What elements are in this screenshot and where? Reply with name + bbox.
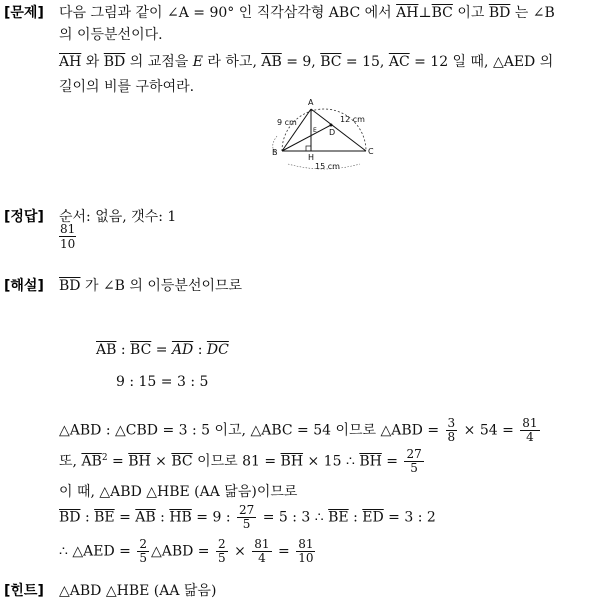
text: : [155, 509, 170, 526]
explanation-tag: [해설] [4, 278, 44, 294]
numerator: 81 [254, 537, 270, 551]
ratio-values: 9 : 15 = 3 : 5 [116, 374, 209, 390]
problem-line-2: 의 이등분선이다. [59, 27, 163, 43]
text: ∴ △AED = [59, 543, 136, 560]
segment-bh: $\overline{BH}$ [128, 453, 151, 470]
ratio-line [96, 342, 229, 358]
denominator: 8 [447, 430, 456, 444]
segment-bd: $\overline{BD}$ [103, 54, 126, 70]
hint-text: △ABD △HBE (AA 닮음) [59, 583, 217, 599]
text: 다음 그림과 같이 ∠A = 90° 인 직각삼각형 ABC 에서 [59, 5, 397, 21]
text: : [348, 509, 363, 526]
segment-ab: $\overline{AB}$ [81, 453, 102, 470]
answer-fraction [59, 222, 76, 251]
answer-denominator: 10 [60, 237, 76, 251]
segment-bd: $\overline{BD}$ [59, 278, 81, 294]
text: = 15, [341, 54, 389, 70]
segment-bh: $\overline{BH}$ [280, 453, 304, 470]
text: 또, [59, 453, 82, 470]
fraction-3-8 [446, 417, 458, 444]
fraction-81-4 [252, 538, 271, 565]
text: : [80, 509, 95, 526]
explanation-line-6 [59, 504, 436, 531]
segment-dc: $\overline{DC}$ [206, 342, 229, 358]
text: △ABD : △CBD = 3 : 5 이고, △ABC = 54 이므로 △ABD = [59, 422, 444, 439]
label-d: D [329, 128, 336, 137]
point-e: E [192, 54, 203, 70]
segment-ab: $\overline{AB}$ [96, 342, 117, 358]
text: 가 ∠B 의 이등분선이므로 [80, 278, 243, 294]
problem-tag: [문제] [4, 5, 44, 21]
denominator: 4 [258, 551, 266, 565]
fraction-27-5 [404, 448, 423, 475]
explanation-line-1 [59, 275, 242, 295]
fraction-81-4 [520, 417, 539, 444]
segment-ah: $\overline{AH}$ [396, 5, 419, 21]
segment-ac: $\overline{AC}$ [388, 54, 410, 70]
label-e: E [313, 127, 317, 134]
denominator: 4 [526, 430, 534, 444]
problem-line-1 [59, 2, 555, 22]
text: △ABD = [150, 543, 214, 560]
denominator: 5 [410, 461, 418, 475]
text: : [116, 342, 131, 358]
fraction-2-5 [216, 538, 228, 565]
numerator: 81 [522, 416, 538, 430]
right-angle-mark [306, 146, 311, 151]
problem-line-3 [59, 51, 553, 71]
text: × [150, 453, 172, 470]
text: = 9, [281, 54, 321, 70]
label-ac-length: 12 cm [340, 115, 365, 124]
segment-ed: $\overline{ED}$ [362, 509, 384, 526]
explanation-line-4 [59, 448, 426, 475]
denominator: 5 [139, 551, 147, 565]
segment-ad: $\overline{AD}$ [171, 342, 194, 358]
denominator: 10 [298, 551, 314, 565]
numerator: 81 [298, 537, 314, 551]
answer-numerator: 81 [60, 222, 76, 236]
text: 이므로 81 = [192, 453, 281, 470]
segment-be: $\overline{BE}$ [328, 509, 349, 526]
segment-be: $\overline{BE}$ [94, 509, 115, 526]
segment-ah: $\overline{AH}$ [59, 54, 82, 70]
segment-ab: $\overline{AB}$ [261, 54, 282, 70]
numerator: 3 [447, 416, 456, 430]
text: = [107, 453, 129, 470]
explanation-line-5: 이 때, △ABD △HBE (AA 닮음)이므로 [59, 484, 298, 500]
segment-ab: $\overline{AB}$ [135, 509, 156, 526]
segment-bh: $\overline{BH}$ [359, 453, 382, 470]
hint-tag: [힌트] [4, 583, 44, 599]
segment-bc: $\overline{BC}$ [130, 342, 152, 358]
fraction-2-5 [137, 538, 149, 565]
text: = 9 : [191, 509, 235, 526]
text: = 5 : 3 ∴ [258, 509, 329, 526]
text: = [114, 509, 136, 526]
text: 이고 [452, 5, 489, 21]
perp-symbol: ⊥ [418, 5, 432, 21]
text: 라 하고, [202, 54, 262, 70]
label-a: A [308, 98, 314, 107]
answer-text: 순서: 없음, 갯수: 1 [59, 209, 177, 225]
answer-tag: [정답] [4, 209, 44, 225]
denominator: 5 [217, 551, 226, 565]
point-d-dot [330, 124, 333, 127]
text: = [151, 342, 172, 358]
side-ab [282, 109, 311, 151]
text: = [273, 543, 295, 560]
text: = 3 : 2 [383, 509, 436, 526]
segment-hb: $\overline{HB}$ [169, 509, 192, 526]
exponent: 2 [101, 452, 108, 463]
numerator: 27 [406, 447, 422, 461]
fraction-81-10 [296, 538, 315, 565]
denominator: 5 [242, 517, 251, 531]
numerator: 2 [217, 537, 226, 551]
text: × 54 = [459, 422, 519, 439]
problem-line-4: 길이의 비를 구하여라. [59, 79, 195, 95]
text: 의 교점을 [125, 54, 193, 70]
text: = [381, 453, 403, 470]
bisector-bd [282, 125, 331, 151]
text: 와 [81, 54, 104, 70]
explanation-line-7 [59, 538, 317, 565]
label-h: H [308, 153, 315, 162]
text: 는 ∠B [510, 5, 555, 21]
segment-bd: $\overline{BD}$ [59, 509, 81, 526]
text: = 12 일 때, △AED 의 [409, 54, 554, 70]
numerator: 27 [238, 503, 255, 517]
segment-bd: $\overline{BD}$ [488, 5, 511, 21]
segment-bc: $\overline{BC}$ [431, 5, 453, 21]
label-bc-length: 15 cm [315, 162, 340, 171]
segment-bc: $\overline{BC}$ [320, 54, 342, 70]
text: : [193, 342, 207, 358]
label-b: B [272, 148, 278, 157]
label-c: C [368, 147, 374, 156]
explanation-line-3 [59, 417, 542, 444]
label-ab-length: 9 cm [277, 118, 297, 127]
triangle-figure [268, 96, 384, 176]
segment-bc: $\overline{BC}$ [171, 453, 193, 470]
text: × 15 ∴ [303, 453, 360, 470]
fraction-27-5 [237, 504, 256, 531]
text: × [229, 543, 251, 560]
numerator: 2 [139, 537, 147, 551]
